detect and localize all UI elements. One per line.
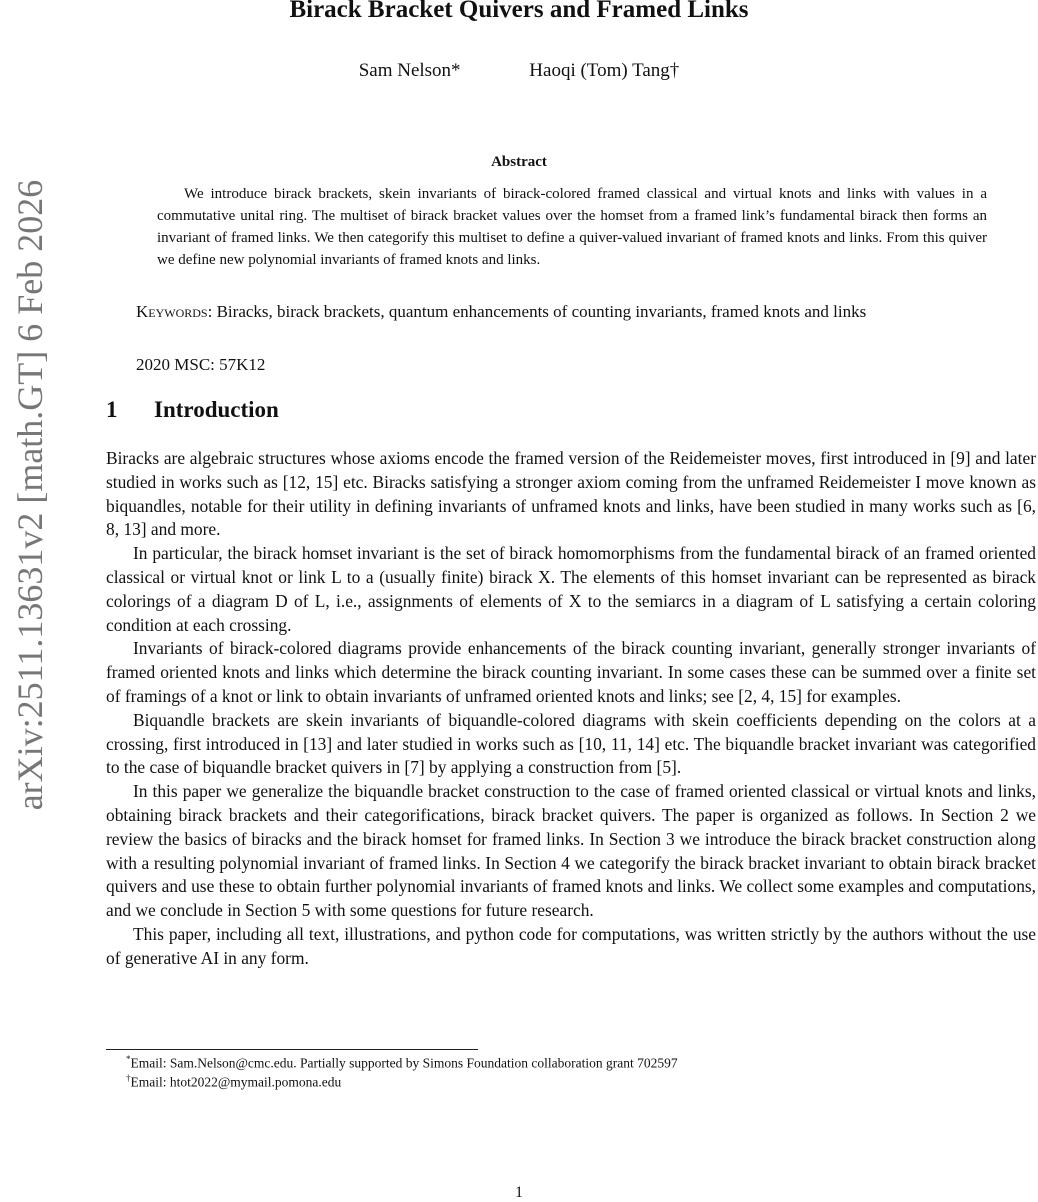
- section-number: 1: [106, 397, 118, 422]
- paragraph: Invariants of birack-colored diagrams provide enhancements of the birack counting invariant, generally stronger invariants of framed oriented knots and links which determine the birack counting invariant. In some cases these can be summed over a finite set of framings of a knot or link to obtain invariants of unframed oriented knots and links; see [2, 4, 15] for examples.: [106, 638, 1036, 706]
- keywords-label: Keywords:: [136, 302, 213, 321]
- abstract-heading: Abstract: [491, 154, 547, 170]
- paragraph: In this paper we generalize the biquandle bracket construction to the case of framed oriented classical or virtual knots and links, obtaining birack brackets and their categorifications, birack bracket quivers. The paper is organized as follows. In Section 2 we review the basics of biracks and the birack homset for framed links. In Section 3 we introduce the birack bracket construction along with a resulting polynomial invariant of framed links. In Section 4 we categorify the birack bracket invariant to obtain birack bracket quivers and use these to obtain further polynomial invariants of framed knots and links. We collect some examples and computations, and we conclude in Section 5 with some questions for future research.: [106, 781, 1036, 921]
- abstract-text: We introduce birack brackets, skein invariants of birack-colored framed classical and virtual knots and links with values in a commutative unital ring. The multiset of birack bracket values over the homset from a framed link’s fundamental birack then forms an invariant of framed links. We then categorify this multiset to define a quiver-valued invariant of framed knots and links. From this quiver we define new polynomial invariants of framed knots and links.: [157, 186, 987, 268]
- body-text: [106, 447, 1036, 971]
- keywords: [136, 300, 988, 323]
- footnote-2: [106, 1073, 1026, 1091]
- paper-title: Birack Bracket Quivers and Framed Links: [289, 0, 749, 23]
- author-2: Haoqi (Tom) Tang†: [529, 60, 680, 81]
- arxiv-stamp-text: arXiv:2511.13631v2 [math.GT] 6 Feb 2026: [10, 179, 50, 811]
- footnote-mark: †: [126, 1073, 131, 1083]
- footnote-rule: [106, 1049, 478, 1050]
- paragraph: This paper, including all text, illustrations, and python code for computations, was written strictly by the authors without the use of generative AI in any form.: [106, 923, 1036, 968]
- keywords-text: Biracks, birack brackets, quantum enhancements of counting invariants, framed knots and links: [216, 302, 867, 321]
- section-heading: [106, 397, 279, 423]
- footnote-text: Email: htot2022@mymail.pomona.edu: [130, 1074, 342, 1090]
- msc-code: 2020 MSC: 57K12: [136, 355, 266, 374]
- footnote-text: Email: Sam.Nelson@cmc.edu. Partially supported by Simons Foundation collaboration grant 702597: [130, 1055, 678, 1071]
- author-1: Sam Nelson*: [358, 60, 461, 81]
- footnote-1: [106, 1054, 1026, 1072]
- paragraph: Biracks are algebraic structures whose axioms encode the framed version of the Reidemeister moves, first introduced in [9] and later studied in works such as [12, 15] etc. Biracks satisfying a stronger axiom coming from the unframed Reidemeister I move known as biquandles, notable for their utility in defining invariants of unframed knots and links, have been studied in many works such as [6, 8, 13] and more.: [106, 448, 1036, 540]
- footnote-mark: *: [126, 1054, 131, 1064]
- paragraph: Biquandle brackets are skein invariants of biquandle-colored diagrams with skein coefficients depending on the colors at a crossing, first introduced in [13] and later studied in works such as [10, 11, 14] etc. The biquandle bracket invariant was categorified to the case of biquandle bracket quivers in [7] by applying a construction from [5].: [106, 709, 1036, 778]
- page-number: 1: [515, 1184, 523, 1201]
- paragraph: In particular, the birack homset invariant is the set of birack homomorphisms from the fundamental birack of an framed oriented classical or virtual knot or link L to a (usually finite) birack X. The elements of this homset invariant can be represented as birack colorings of a diagram D of L, i.e., assignments of elements of X to the semiarcs in a diagram of L satisfying a certain coloring condition at each crossing.: [106, 543, 1036, 635]
- author-list: [0, 60, 1038, 82]
- arxiv-stamp: [0, 135, 60, 855]
- section-title: Introduction: [154, 397, 279, 422]
